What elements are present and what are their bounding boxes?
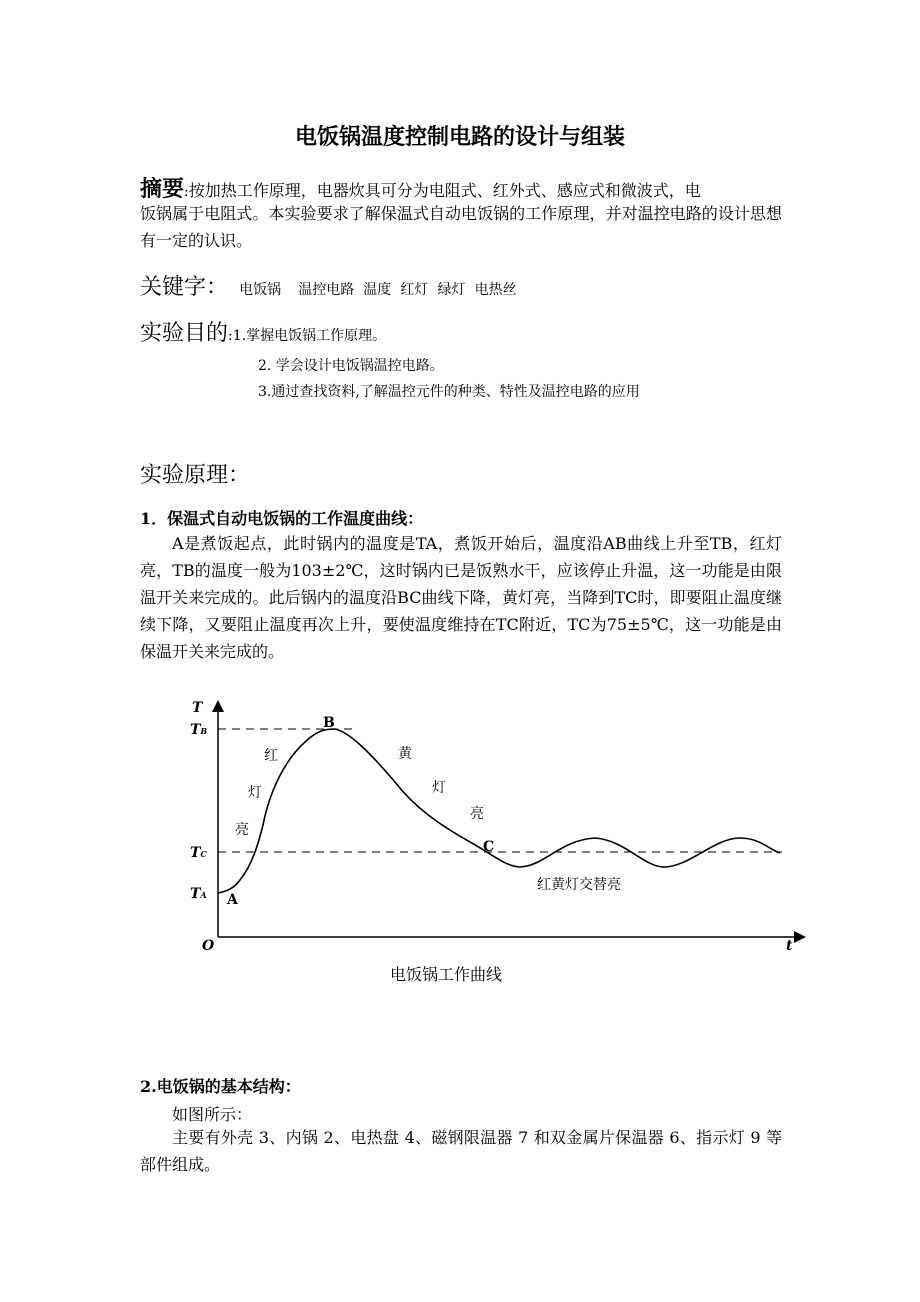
keyword: 温控电路 (298, 282, 355, 298)
yellow-label-char: 灯 (432, 780, 446, 796)
abstract-line1: 按加热工作原理，电器炊具可分为电阻式、红外式、感应式和微波式，电 (188, 181, 701, 200)
section2-line1: 如图所示： (172, 1105, 253, 1124)
purpose-item: 2. 学会设计电饭锅温控电路。 (258, 358, 444, 374)
x-axis-label: t (786, 938, 793, 954)
figure-caption: 电饭锅工作曲线 (390, 965, 503, 984)
red-label-char: 灯 (248, 785, 262, 801)
keyword: 电饭锅 (239, 282, 282, 298)
yellow-label-char: 亮 (470, 806, 484, 822)
abstract-text: 饭锅属于电阻式。本实验要求了解保温式自动电饭锅的工作原理，并对温控电路的设计思想有一定的认识。 (140, 204, 782, 250)
section1-heading: 1．保温式自动电饭锅的工作温度曲线： (140, 509, 424, 528)
purpose-item: 1.掌握电饭锅工作原理。 (232, 328, 387, 344)
origin-label: O (202, 938, 215, 954)
section2-text: 主要有外壳 3、内锅 2、电热盘 4、磁钢限温器 7 和双金属片保温器 6、指示灯 9 等部件组成。 (140, 1128, 782, 1174)
keyword: 绿灯 (437, 282, 466, 298)
tb-label: TB (190, 722, 208, 738)
red-label-char: 亮 (235, 822, 249, 838)
section2-heading: 2.电饭锅的基本结构： (140, 1077, 301, 1096)
abstract-colon: : (184, 184, 189, 200)
point-c-label: C (483, 839, 495, 855)
purpose-label: 实验目的 (140, 321, 229, 346)
principle-heading: 实验原理： (140, 463, 251, 488)
alternate-label: 红黄灯交替亮 (537, 877, 621, 893)
red-label-char: 红 (264, 748, 278, 764)
ta-label: TA (190, 886, 207, 902)
yellow-label-char: 黄 (398, 746, 412, 762)
section1-text: A是煮饭起点，此时锅内的温度是TA，煮饭开始后，温度沿AB曲线上升至TB，红灯亮，TB的温度一般为103±2℃，这时锅内已是饭熟水干，应该停止升温，这一功能是由限温开关来完成的。此后锅内的温度沿BC曲线下降，黄灯亮，当降到TC时，即要阻止温度继续下降，又要阻止温度再次上升，要使温度维持在TC附近，TC为75±5℃，这一功能是由保温开关来完成的。 (140, 534, 782, 661)
tc-label: TC (190, 845, 207, 861)
abstract-label: 摘要 (140, 177, 185, 202)
keyword: 电热丝 (474, 282, 517, 298)
y-axis-label: T (192, 700, 203, 716)
point-b-label: B (323, 715, 335, 731)
keyword: 红灯 (400, 282, 429, 298)
keyword: 温度 (363, 282, 392, 298)
temperature-curve (218, 729, 780, 893)
purpose-colon: : (228, 328, 233, 344)
page-title: 电饭锅温度控制电路的设计与组装 (294, 125, 625, 150)
point-a-label: A (227, 892, 238, 908)
purpose-item: 3.通过查找资料,了解温控元件的种类、特性及温控电路的应用 (258, 384, 640, 400)
keywords-label: 关键字： (140, 275, 229, 300)
